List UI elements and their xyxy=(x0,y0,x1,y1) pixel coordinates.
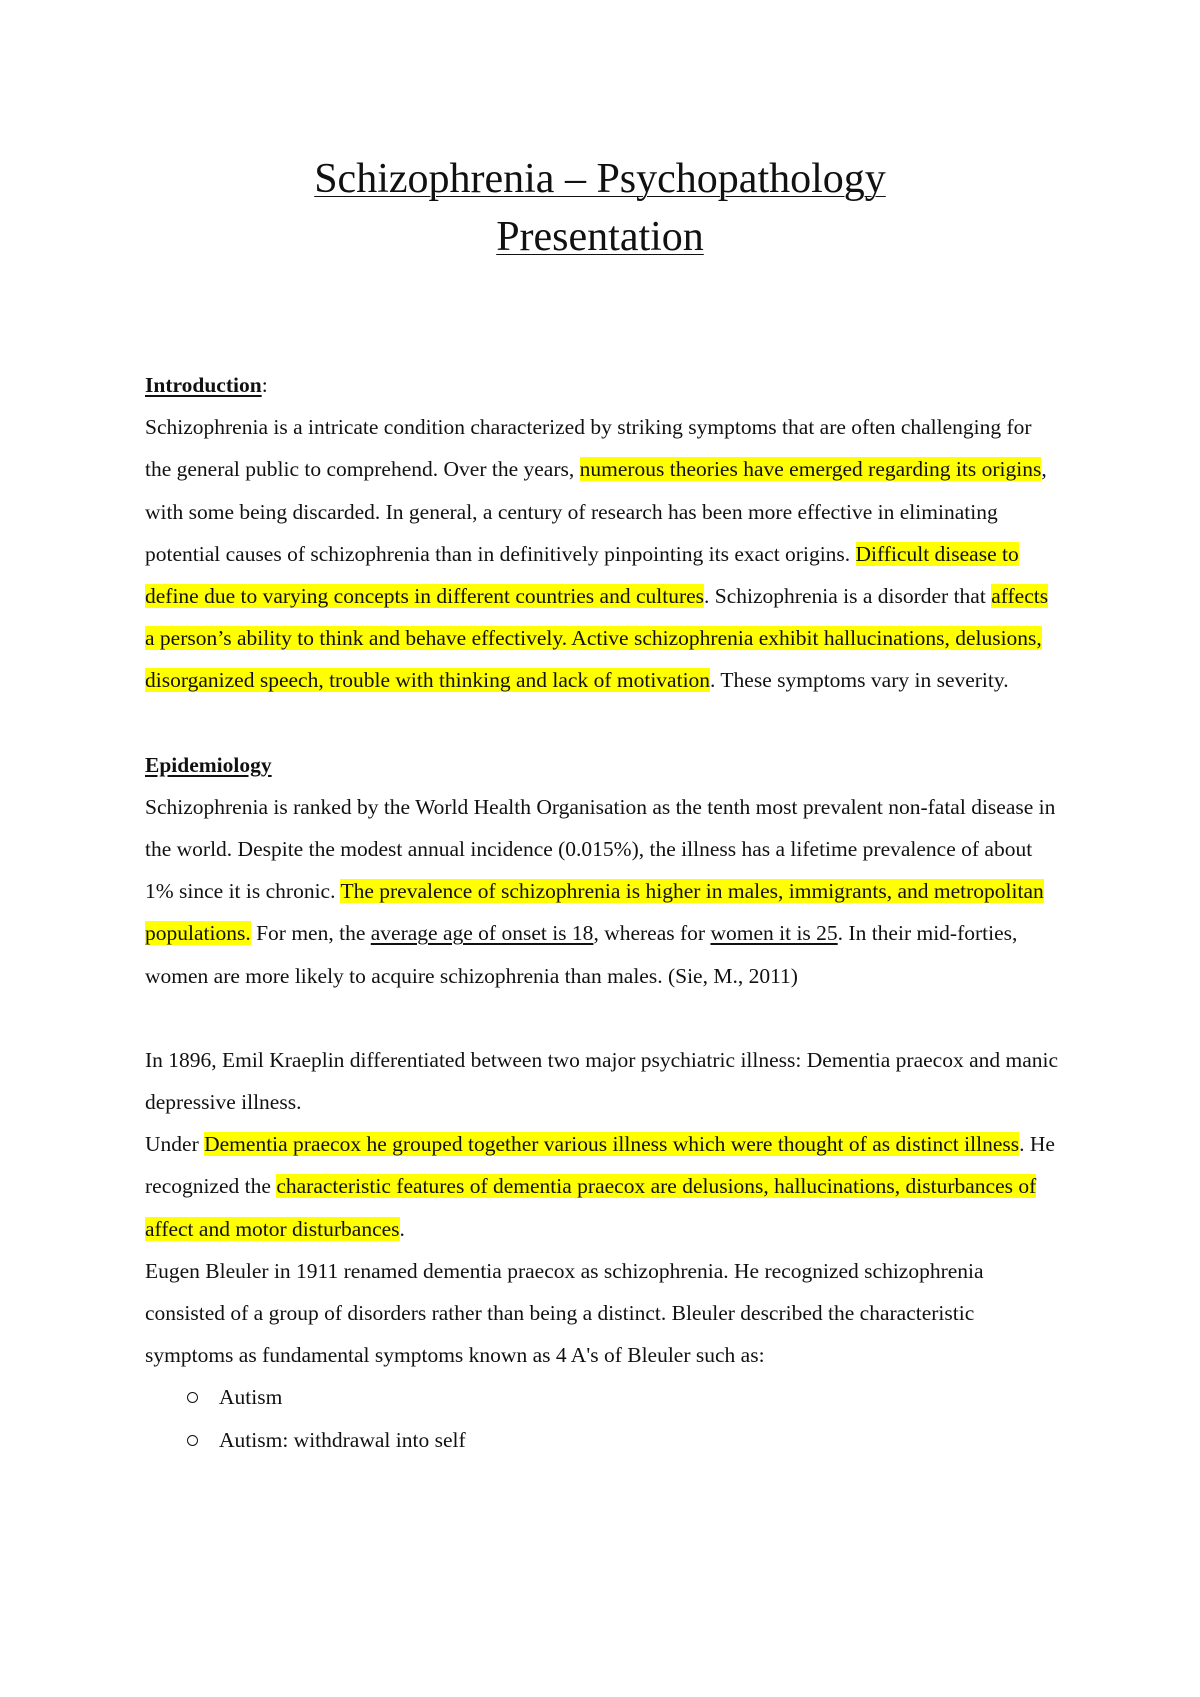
text-run: . He recognized the xyxy=(145,1132,1055,1199)
text-run: . Schizophrenia is a disorder that xyxy=(704,584,992,609)
epidemiology-heading-line xyxy=(145,744,1060,786)
epidemiology-paragraph xyxy=(145,786,1060,997)
introduction-heading-line xyxy=(145,364,1060,406)
document-title xyxy=(0,150,1200,266)
epidemiology-heading: Epidemiology xyxy=(145,752,272,777)
highlighted-text: affects a person’s ability to think and behave effectively. Active schizophrenia exhibit hallucinations, delusions, disorganized speech, trouble with thinking and lack of motivation xyxy=(145,584,1049,693)
list-item: Autism xyxy=(185,1376,1060,1418)
title-line-2: Presentation xyxy=(496,214,704,260)
introduction-heading-colon: : xyxy=(261,373,268,397)
highlighted-text: Dementia praecox he grouped together various illness which were thought of as distinct illness xyxy=(204,1132,1020,1157)
highlighted-text: characteristic features of dementia praecox are delusions, hallucinations, disturbances of affect and motor disturbances xyxy=(145,1174,1037,1241)
bleuler-symptom-list xyxy=(145,1376,1060,1460)
highlighted-text: The prevalence of schizophrenia is higher in males, immigrants, and metropolitan populations. xyxy=(145,879,1044,946)
bleuler-paragraph: Eugen Bleuler in 1911 renamed dementia praecox as schizophrenia. He recognized schizophrenia consisted of a group of disorders rather than being a distinct. Bleuler described the characteristic symptoms as fundamental symptoms known as 4 A's of Bleuler such as: xyxy=(145,1258,984,1368)
text-run: . These symptoms vary in severity. xyxy=(710,668,1009,693)
text-run: Under xyxy=(145,1132,205,1157)
text-run: Schizophrenia is ranked by the World Health Organisation as the tenth most prevalent non-fatal disease in the world. Despite the modest annual incidence (0.015%), the illness has a lifetime prevalence of about 1% since it is chronic. xyxy=(145,794,1056,904)
kraeplin-paragraph: In 1896, Emil Kraeplin differentiated between two major psychiatric illness: Dementia praecox and manic depressive illness. xyxy=(145,1047,1059,1115)
highlighted-text: numerous theories have emerged regarding its origins xyxy=(579,457,1042,482)
text-run: For men, the xyxy=(250,921,371,946)
text-run: , with some being discarded. In general, a century of research has been more effective in eliminating potential causes of schizophrenia than in definitively pinpointing its exact origins. xyxy=(145,457,1047,566)
underlined-text: women it is 25 xyxy=(710,921,838,946)
introduction-paragraph xyxy=(145,406,1060,701)
highlighted-text: Difficult disease to define due to varying concepts in different countries and cultures xyxy=(145,541,1019,609)
text-run: Schizophrenia is a intricate condition characterized by striking symptoms that are often challenging for the general public to comprehend. Over the years, xyxy=(145,415,1032,482)
underlined-text: average age of onset is 18 xyxy=(370,921,594,946)
text-run: , whereas for xyxy=(593,921,711,946)
document-body xyxy=(145,364,1060,1461)
paragraph-spacer xyxy=(145,702,1060,744)
introduction-heading: Introduction xyxy=(145,373,262,397)
list-item: Autism: withdrawal into self xyxy=(185,1419,1060,1461)
text-run: . xyxy=(399,1216,405,1241)
text-run: . In their mid-forties, women are more likely to acquire schizophrenia than males. (Sie, M., 2011) xyxy=(145,921,1018,988)
title-line-1: Schizophrenia – Psychopathology xyxy=(314,156,886,202)
dementia-praecox-paragraph xyxy=(145,1123,1060,1250)
paragraph-spacer xyxy=(145,997,1060,1039)
